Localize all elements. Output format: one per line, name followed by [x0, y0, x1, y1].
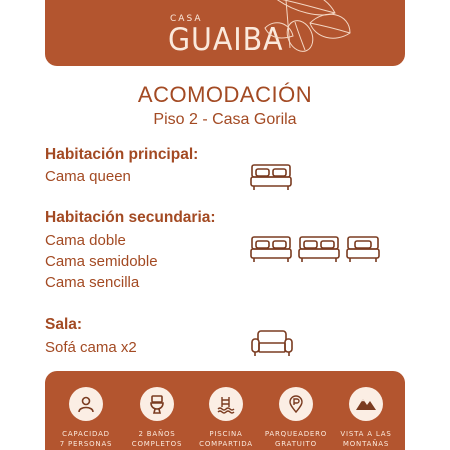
amenity-pool: [191, 387, 261, 449]
toilet-icon: [140, 387, 174, 421]
item-cama-doble: Cama doble: [45, 232, 126, 249]
sofa-bed-icon: [250, 328, 294, 358]
page-title: ACOMODACIÓN: [137, 82, 313, 107]
section-label-secundaria: Habitación secundaria:: [45, 209, 216, 226]
item-cama-sencilla: Cama sencilla: [45, 274, 140, 291]
page-subtitle: Piso 2 - Casa Gorila: [153, 111, 297, 128]
amenity-mountain-view: [331, 387, 401, 449]
section-label-sala: Sala:: [45, 316, 83, 333]
amenity-pool-line2: COMPARTIDA: [199, 440, 253, 448]
amenity-bathrooms-line2: COMPLETOS: [131, 440, 183, 448]
amenity-capacity-line1: CAPACIDAD: [62, 430, 110, 438]
pool-icon: [209, 387, 243, 421]
item-sofa-cama: Sofá cama x2: [45, 339, 137, 356]
person-icon: [69, 387, 103, 421]
single-bed-icon: [346, 234, 380, 264]
amenities-banner: [45, 371, 405, 450]
double-bed-icon: [250, 234, 292, 264]
header-banner: [45, 0, 405, 66]
amenity-pool-line1: PISCINA: [209, 430, 243, 438]
amenity-bathrooms: [122, 387, 192, 449]
brand-small-text: CASA: [170, 14, 203, 24]
amenity-capacity-line2: 7 PERSONAS: [59, 440, 113, 448]
section-label-principal: Habitación principal:: [45, 146, 199, 163]
amenity-mountain-line2: MONTAÑAS: [342, 440, 390, 448]
amenity-parking: [261, 387, 331, 449]
mountain-icon: [349, 387, 383, 421]
amenity-bathrooms-line1: 2 BAÑOS: [138, 430, 176, 438]
item-cama-semidoble: Cama semidoble: [45, 253, 158, 270]
amenity-parking-line2: GRATUITO: [275, 440, 317, 448]
parking-icon: [279, 387, 313, 421]
amenity-parking-line1: PARQUEADERO: [264, 430, 328, 438]
queen-bed-icon: [250, 162, 292, 192]
semidouble-bed-icon: [298, 234, 340, 264]
amenity-mountain-line1: VISTA A LAS: [340, 430, 392, 438]
item-cama-queen: Cama queen: [45, 168, 131, 185]
brand-logo-text: GUAIBA: [168, 22, 284, 58]
cacao-leaf-icon: [255, 0, 355, 58]
amenity-capacity: [51, 387, 121, 449]
